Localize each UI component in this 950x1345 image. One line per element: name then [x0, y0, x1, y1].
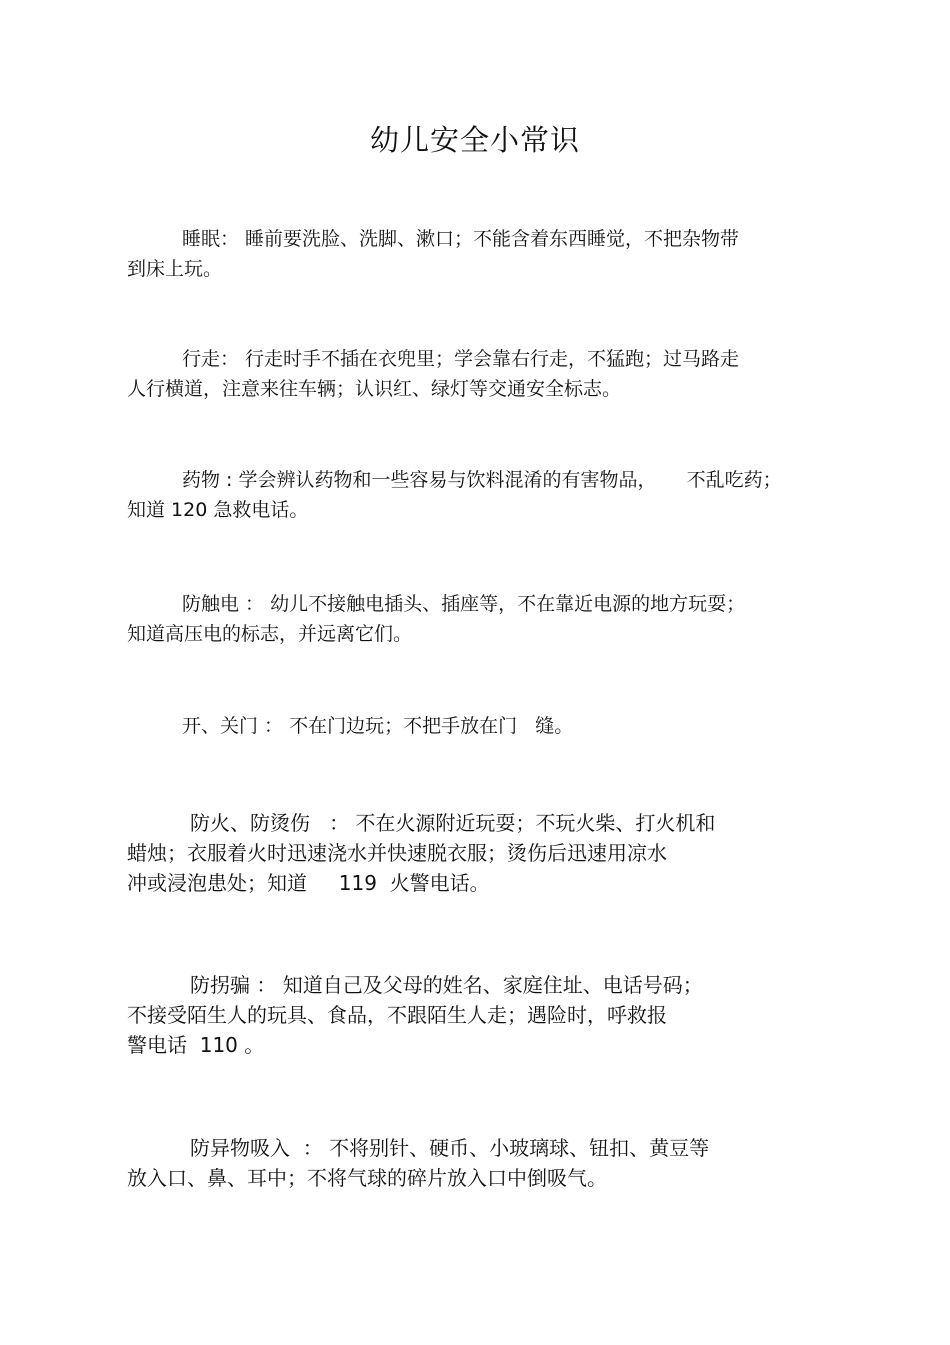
section-electric-shock-line-2: 知道高压电的标志，并远离它们。	[127, 623, 413, 645]
section-walking	[127, 344, 827, 404]
section-sleep-line-1: 睡眠： 睡前要洗脸、洗脚、漱口；不能含着东西睡觉，不把杂物带	[182, 228, 740, 250]
section-abduction-line-1: 防拐骗 ： 知道自己及父母的姓名、家庭住址、电话号码；	[190, 973, 703, 997]
section-doors-line-1: 开、关门 ： 不在门边玩；不把手放在门 缝。	[182, 715, 574, 737]
section-foreign-objects	[127, 1133, 827, 1193]
section-sleep	[127, 224, 827, 284]
section-abduction-line-3: 警电话 110 。	[127, 1033, 265, 1057]
section-walking-line-2: 人行横道，注意来往车辆；认识红、绿灯等交通安全标志。	[127, 378, 622, 400]
section-electric-shock-line-1: 防触电 ： 幼儿不接触电插头、插座等，不在靠近电源的地方玩耍；	[182, 593, 746, 615]
section-foreign-objects-line-1: 防异物吸入 ： 不将别针、硬币、小玻璃球、钮扣、黄豆等	[190, 1136, 710, 1160]
section-medicine-line-1: 药物 : 学会辨认药物和一些容易与饮料混淆的有害物品， 不乱吃药；	[182, 469, 782, 491]
section-walking-line-1: 行走： 行走时手不插在衣兜里；学会靠右行走，不猛跑；过马路走	[182, 348, 740, 370]
section-electric-shock	[127, 589, 827, 649]
document-title: 幼儿安全小常识	[369, 123, 580, 157]
section-fire-burns	[127, 808, 827, 898]
section-sleep-line-2: 到床上玩。	[127, 258, 223, 280]
section-fire-burns-line-2: 蜡烛；衣服着火时迅速浇水并快速脱衣服；烫伤后迅速用凉水	[127, 841, 667, 865]
section-medicine	[127, 465, 827, 525]
section-fire-burns-line-1: 防火、防烫伤 ： 不在火源附近玩耍；不玩火柴、打火机和	[190, 811, 716, 835]
section-foreign-objects-line-2: 放入口、鼻、耳中；不将气球的碎片放入口中倒吸气。	[127, 1166, 607, 1190]
section-abduction-line-2: 不接受陌生人的玩具、食品，不跟陌生人走；遇险时，呼救报	[127, 1003, 667, 1027]
section-abduction	[127, 970, 827, 1060]
section-medicine-line-2: 知道 120 急救电话。	[127, 499, 309, 521]
section-fire-burns-line-3: 冲或浸泡患处；知道 119 火警电话。	[127, 871, 490, 895]
section-doors	[127, 711, 827, 741]
